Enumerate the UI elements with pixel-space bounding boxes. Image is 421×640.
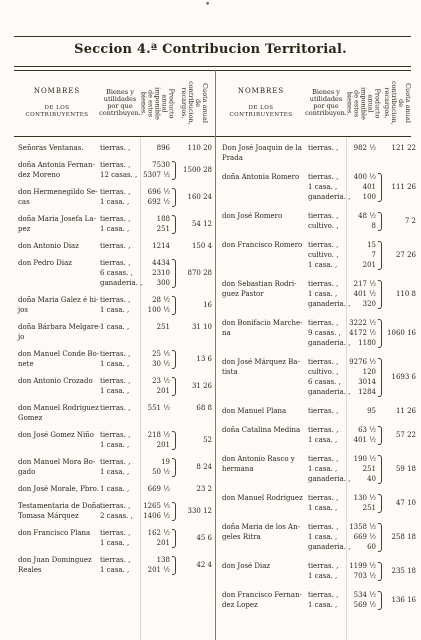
contributor-name: don Juan Dominguez Reales bbox=[18, 556, 92, 574]
product-value: 50 ½ bbox=[152, 468, 170, 476]
product-value: 569 ½ bbox=[353, 601, 376, 609]
right-quota-label: Cuota anual de contribucion, recargos. bbox=[383, 81, 412, 125]
product-value: 95 bbox=[367, 407, 376, 415]
goods-type: tierras. , bbox=[308, 212, 339, 220]
product-value: 130 ½ bbox=[353, 494, 376, 502]
goods-type: tierras. , bbox=[308, 280, 339, 288]
product-value: 15 bbox=[367, 241, 376, 249]
right-entry bbox=[0, 406, 421, 416]
quota-total: 111 26 bbox=[391, 183, 416, 191]
goods-type: cultivo. , bbox=[308, 368, 339, 376]
product-value: 3014 bbox=[358, 378, 376, 386]
product-value: 251 bbox=[156, 225, 170, 233]
quota-total: 59 18 bbox=[395, 465, 416, 473]
contributor-name: don José Romero bbox=[222, 212, 283, 220]
header-bottom-rule bbox=[14, 136, 411, 137]
left-names-subtitle: DE LOS CONTRIBUYENTES bbox=[25, 104, 89, 118]
quota-total: 16 bbox=[203, 301, 212, 309]
goods-type: ganaderia. , bbox=[308, 388, 351, 396]
top-rule bbox=[14, 36, 411, 37]
contributor-name: doña Bárbara Melgare- jo bbox=[18, 323, 101, 341]
goods-type: tierras. , bbox=[100, 458, 131, 466]
goods-type: 1 casa. , bbox=[100, 306, 130, 314]
goods-type: tierras. , bbox=[100, 215, 131, 223]
right-entry bbox=[0, 240, 421, 270]
right-entry bbox=[0, 425, 421, 445]
left-names-title: NOMBRES bbox=[33, 86, 81, 95]
quota-total: 23 2 bbox=[196, 485, 212, 493]
product-value: 534 ½ bbox=[353, 591, 376, 599]
quota-total: 121 22 bbox=[391, 144, 416, 152]
right-product-label: Producto anual imponible de estos bienes. bbox=[345, 86, 382, 120]
product-value: 19 bbox=[161, 458, 170, 466]
product-value: 201 bbox=[156, 539, 170, 547]
goods-type: ganaderia. , bbox=[308, 543, 351, 551]
goods-type: 1 casa. , bbox=[100, 566, 130, 574]
left-goods-header bbox=[100, 70, 140, 136]
goods-type: tierras. , bbox=[100, 188, 131, 196]
product-value: 320 bbox=[362, 300, 376, 308]
product-value: 48 ½ bbox=[358, 212, 376, 220]
product-value: 100 bbox=[362, 193, 376, 201]
product-value: 138 bbox=[156, 556, 170, 564]
contributor-name: doña Maria Josefa La- pez bbox=[18, 215, 96, 233]
left-goods-label: Bienes y utilidades por que contribuyen. bbox=[99, 88, 141, 117]
goods-type: tierras. , bbox=[308, 494, 339, 502]
right-product-header bbox=[346, 70, 380, 136]
quota-total: 258 18 bbox=[391, 533, 416, 541]
contributor-name: don Manuel Mora Bo- gado bbox=[18, 458, 96, 476]
product-value: 401 bbox=[362, 183, 376, 191]
goods-type: 6 casas. , bbox=[100, 269, 133, 277]
goods-type: tierras. , bbox=[308, 407, 339, 415]
product-value: 23 ½ bbox=[152, 377, 170, 385]
product-value: 692 ½ bbox=[147, 198, 170, 206]
product-value: 1199 ½ bbox=[349, 562, 376, 570]
contributor-name: Don José Joaquin de la Prada bbox=[222, 144, 302, 162]
goods-type: ganaderia. , bbox=[308, 339, 351, 347]
left-names-header bbox=[14, 70, 100, 136]
product-value: 28 ½ bbox=[152, 296, 170, 304]
goods-type: tierras. , bbox=[100, 556, 131, 564]
goods-type: 1 casa. , bbox=[308, 504, 338, 512]
contributor-name: don Pedro Diaz bbox=[18, 259, 72, 267]
goods-type: 1 casa. , bbox=[100, 485, 130, 493]
contributor-name: doña Antonia Romero bbox=[222, 173, 300, 181]
quota-total: 235 18 bbox=[391, 567, 416, 575]
contributor-name: don Sebastian Rodri- guez Pastor bbox=[222, 280, 297, 298]
right-entry bbox=[0, 318, 421, 348]
product-value: 1180 bbox=[358, 339, 376, 347]
goods-type: ganaderia. , bbox=[308, 475, 351, 483]
product-value: 251 bbox=[362, 465, 376, 473]
goods-type: 6 casas. , bbox=[308, 378, 341, 386]
product-value: 120 bbox=[362, 368, 376, 376]
contributor-name: don Antonio Rasco y hermana bbox=[222, 455, 295, 473]
quota-total: 57 22 bbox=[395, 431, 416, 439]
right-entry bbox=[0, 143, 421, 163]
contributor-name: don Francisco Fernan- dez Lopez bbox=[222, 591, 302, 609]
quota-total: 110 8 bbox=[395, 290, 416, 298]
right-entry bbox=[0, 561, 421, 581]
contributor-name: don Manuel Rodriguez bbox=[222, 494, 303, 502]
product-value: 8 bbox=[371, 222, 376, 230]
right-entry bbox=[0, 172, 421, 202]
product-value: 696 ½ bbox=[147, 188, 170, 196]
quota-total: 11 26 bbox=[395, 407, 416, 415]
goods-type: 12 casas. , bbox=[100, 171, 138, 179]
product-value: 982 ½ bbox=[353, 144, 376, 152]
product-value: 4172 ½ bbox=[349, 329, 376, 337]
quota-total: 45 6 bbox=[196, 534, 212, 542]
product-value: 188 bbox=[156, 215, 170, 223]
product-value: 60 bbox=[367, 543, 376, 551]
right-quota-header bbox=[380, 70, 414, 136]
product-value: 218 ½ bbox=[147, 431, 170, 439]
goods-type: 1 casa. , bbox=[308, 533, 338, 541]
contributor-name: don Francisco Romero bbox=[222, 241, 303, 249]
goods-type: tierras. , bbox=[100, 377, 131, 385]
product-value: 201 bbox=[362, 261, 376, 269]
left-quota-header bbox=[174, 70, 214, 136]
goods-type: tierras. , bbox=[100, 242, 131, 250]
goods-type: tierras. , bbox=[100, 144, 131, 152]
goods-type: ganaderia. , bbox=[100, 279, 143, 287]
goods-type: tierras. , bbox=[100, 259, 131, 267]
goods-type: tierras. , bbox=[100, 161, 131, 169]
right-entry bbox=[0, 357, 421, 397]
contributor-name: don Manuel Conde Bo- nete bbox=[18, 350, 100, 368]
quota-total: 27 26 bbox=[395, 251, 416, 259]
product-value: 9276 ½ bbox=[349, 358, 376, 366]
product-value: 201 ½ bbox=[147, 566, 170, 574]
product-value: 669 ½ bbox=[353, 533, 376, 541]
goods-type: ganaderia. , bbox=[308, 193, 351, 201]
goods-type: 1 casa. , bbox=[100, 360, 130, 368]
goods-type: tierras. , bbox=[308, 455, 339, 463]
contributor-name: don Antonio Diaz bbox=[18, 242, 79, 250]
product-value: 1284 bbox=[358, 388, 376, 396]
product-value: 7 bbox=[371, 251, 376, 259]
goods-type: 1 casa. , bbox=[308, 261, 338, 269]
page-mark: • bbox=[205, 0, 211, 10]
contributor-name: don Antonio Crozado bbox=[18, 377, 93, 385]
product-value: 63 ½ bbox=[358, 426, 376, 434]
goods-type: tierras. , bbox=[100, 350, 131, 358]
product-value: 162 ½ bbox=[147, 529, 170, 537]
product-value: 300 bbox=[156, 279, 170, 287]
product-value: 201 bbox=[156, 441, 170, 449]
quota-total: 31 10 bbox=[191, 323, 212, 331]
quota-total: 110 20 bbox=[187, 144, 212, 152]
quota-total: 150 4 bbox=[191, 242, 212, 250]
product-value: 3222 ½ bbox=[349, 319, 376, 327]
quota-total: 13 6 bbox=[196, 355, 212, 363]
product-value: 201 bbox=[156, 387, 170, 395]
goods-type: 1 casa. , bbox=[100, 468, 130, 476]
goods-type: 1 casa. , bbox=[308, 436, 338, 444]
goods-type: tierras. , bbox=[308, 358, 339, 366]
goods-type: cultivo. , bbox=[308, 222, 339, 230]
product-value: 217 ½ bbox=[353, 280, 376, 288]
contributor-name: doña Antonia Fernan- dez Moreno bbox=[18, 161, 95, 179]
header-top-rule bbox=[14, 66, 411, 67]
right-entry bbox=[0, 279, 421, 309]
right-goods-label: Bienes y utilidades por que contribuyen. bbox=[305, 88, 347, 117]
product-value: 703 ½ bbox=[353, 572, 376, 580]
product-value: 40 bbox=[367, 475, 376, 483]
quota-total: 136 16 bbox=[391, 596, 416, 604]
contributor-name: Señoras Ventanas. bbox=[18, 144, 84, 152]
quota-total: 42 4 bbox=[196, 561, 212, 569]
product-value: 1358 ½ bbox=[349, 523, 376, 531]
contributor-name: don Bonifacio Marche- na bbox=[222, 319, 303, 337]
contributor-name: don Manuel Plana bbox=[222, 407, 287, 415]
contributor-name: doña Catalina Medina bbox=[222, 426, 301, 434]
contributor-name: don Hermenegildo Se- cas bbox=[18, 188, 98, 206]
goods-type: 1 casa. , bbox=[308, 290, 338, 298]
contributor-name: don José Márquez Ba- tista bbox=[222, 358, 300, 376]
product-value: 2310 bbox=[152, 269, 170, 277]
contributor-name: don Manuel Rodriguez Gomez bbox=[18, 404, 99, 422]
goods-type: tierras. , bbox=[308, 426, 339, 434]
goods-type: 1 casa. , bbox=[308, 465, 338, 473]
quota-total: 47 10 bbox=[395, 499, 416, 507]
goods-type: tierras. , bbox=[308, 319, 339, 327]
goods-type: 1 casa. , bbox=[308, 183, 338, 191]
product-value: 669 ½ bbox=[147, 485, 170, 493]
contributor-name: doña Maria Galez é hi- jos bbox=[18, 296, 99, 314]
product-value: 5307 ½ bbox=[143, 171, 170, 179]
goods-type: tierras. , bbox=[100, 296, 131, 304]
contributor-name: Testamentaria de Doña Tomasa Márquez bbox=[18, 502, 101, 520]
goods-type: 1 casa. , bbox=[100, 323, 130, 331]
right-entry bbox=[0, 211, 421, 231]
goods-type: 1 casa. , bbox=[308, 601, 338, 609]
page-title: Seccion 4.ª Contribucion Territorial. bbox=[74, 42, 347, 57]
goods-type: 9 casas. , bbox=[308, 329, 341, 337]
product-value: 7530 bbox=[152, 161, 170, 169]
product-value: 4434 bbox=[152, 259, 170, 267]
right-names-subtitle: DE LOS CONTRIBUYENTES bbox=[229, 104, 293, 118]
quota-total: 8 24 bbox=[196, 463, 212, 471]
quota-total: 160 24 bbox=[187, 193, 212, 201]
contributor-name: don José Diaz bbox=[222, 562, 271, 570]
product-value: 400 ½ bbox=[353, 173, 376, 181]
contributor-name: don José Gomez Niño bbox=[18, 431, 94, 439]
goods-type: cultivo. , bbox=[308, 251, 339, 259]
goods-type: tierras. , bbox=[308, 523, 339, 531]
product-value: 1214 bbox=[152, 242, 170, 250]
goods-type: 1 casa. , bbox=[100, 225, 130, 233]
quota-total: 31 26 bbox=[191, 382, 212, 390]
product-value: 251 bbox=[362, 504, 376, 512]
quota-total: 1060 16 bbox=[387, 329, 416, 337]
goods-type: tierras. , bbox=[308, 241, 339, 249]
goods-type: 1 casa. , bbox=[100, 387, 130, 395]
goods-type: 1 casa. , bbox=[308, 572, 338, 580]
quota-total: 54 12 bbox=[191, 220, 212, 228]
goods-type: tierras. , bbox=[100, 431, 131, 439]
goods-type: tierras. , bbox=[100, 404, 131, 412]
right-names-header bbox=[216, 70, 306, 136]
product-value: 190 ½ bbox=[353, 455, 376, 463]
product-value: 401 ½ bbox=[353, 290, 376, 298]
product-value: 1406 ½ bbox=[143, 512, 170, 520]
goods-type: tierras. , bbox=[308, 173, 339, 181]
goods-type: tierras. , bbox=[308, 591, 339, 599]
right-names-title: NOMBRES bbox=[237, 86, 285, 95]
quota-total: 1693 6 bbox=[391, 373, 416, 381]
goods-type: tierras. , bbox=[100, 502, 131, 510]
goods-type: ganaderia. , bbox=[308, 300, 351, 308]
goods-type: tierras. , bbox=[308, 144, 339, 152]
quota-total: 52 bbox=[203, 436, 212, 444]
left-product-header bbox=[140, 70, 174, 136]
left-product-label: Producto anual imponible de estos bienes. bbox=[139, 86, 176, 120]
right-entry bbox=[0, 590, 421, 610]
quota-total: 68 8 bbox=[196, 404, 212, 412]
right-entry bbox=[0, 493, 421, 513]
product-value: 100 ½ bbox=[147, 306, 170, 314]
contributor-name: doña Maria de los An- geles Ritra bbox=[222, 523, 300, 541]
goods-type: 1 casa. , bbox=[100, 198, 130, 206]
contributor-name: don José Morale, Pbro. bbox=[18, 485, 99, 493]
right-goods-header bbox=[306, 70, 346, 136]
product-value: 896 bbox=[156, 144, 170, 152]
quota-total: 7 2 bbox=[404, 217, 416, 225]
right-entry bbox=[0, 522, 421, 552]
product-value: 551 ½ bbox=[147, 404, 170, 412]
product-value: 401 ½ bbox=[353, 436, 376, 444]
left-quota-label: Cuota anual de contribucion, recargos. bbox=[180, 81, 209, 125]
goods-type: tierras. , bbox=[308, 562, 339, 570]
goods-type: 2 casas. , bbox=[100, 512, 133, 520]
contributor-name: don Francisco Plana bbox=[18, 529, 91, 537]
quota-total: 870 28 bbox=[187, 269, 212, 277]
quota-total: 1500 28 bbox=[183, 166, 212, 174]
goods-type: 1 casa. , bbox=[100, 539, 130, 547]
right-entry bbox=[0, 454, 421, 484]
goods-type: 1 casa. , bbox=[100, 441, 130, 449]
product-value: 251 bbox=[156, 323, 170, 331]
product-value: 25 ½ bbox=[152, 350, 170, 358]
goods-type: tierras. , bbox=[100, 529, 131, 537]
quota-total: 330 12 bbox=[187, 507, 212, 515]
product-value: 30 ½ bbox=[152, 360, 170, 368]
product-value: 1265 ½ bbox=[143, 502, 170, 510]
